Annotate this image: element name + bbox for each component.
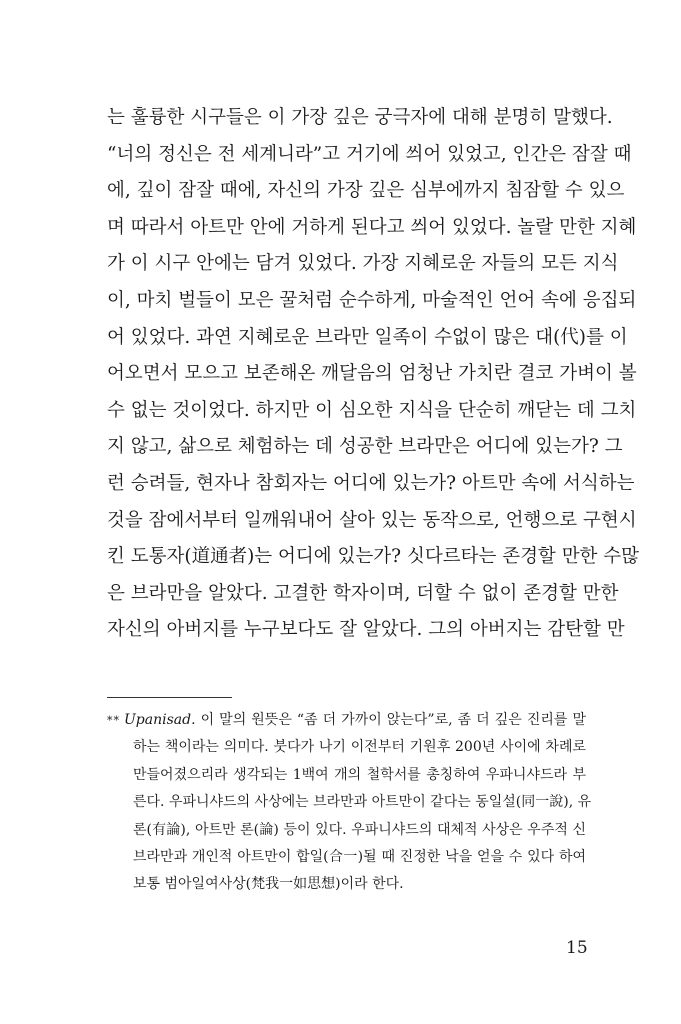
footnote-line: [107, 707, 586, 734]
body-line: 어오면서 모으고 보존해온 깨달음의 엄청난 가치란 결코 가벼이 볼: [107, 363, 637, 385]
body-text: [107, 100, 640, 649]
footnote-line: 론(有論), 아트만 론(論) 등이 있다. 우파니샤드의 대체적 사상은 우주적 신: [133, 821, 586, 838]
body-line: 수 없는 것이었다. 하지만 이 심오한 지식을 단순히 깨닫는 데 그치: [107, 399, 637, 421]
body-line: 지 않고, 삶으로 체험하는 데 성공한 브라만은 어디에 있는가? 그: [107, 436, 623, 458]
footnote-line: 보통 범아일여사상(梵我一如思想)이라 한다.: [133, 876, 404, 893]
body-line: “너의 정신은 전 세계니라”고 거기에 씌어 있었고, 인간은 잠잘 때: [107, 143, 632, 165]
footnote-line: 브라만과 개인적 아트만이 합일(合一)될 때 진정한 낙을 얻을 수 있다 하여: [133, 848, 586, 865]
body-line: 런 승려들, 현자나 참회자는 어디에 있는가? 아트만 속에 서식하는: [107, 472, 635, 494]
footnote-text: 이 말의 원뜻은 “좀 더 가까이 앉는다”로, 좀 더 깊은 진리를 말: [200, 712, 586, 728]
body-line: 에, 깊이 잠잘 때에, 자신의 가장 깊은 심부에까지 침잠할 수 있으: [107, 180, 625, 202]
footnote-line: 만들어졌으리라 생각되는 1백여 개의 철학서를 총칭하여 우파니샤드라 부: [133, 766, 586, 783]
footnote-divider: [107, 697, 232, 698]
body-line: 어 있었다. 과연 지혜로운 브라만 일족이 수없이 많은 대(代)를 이: [107, 326, 628, 348]
body-line: 이, 마치 벌들이 모은 꿀처럼 순수하게, 마술적인 언어 속에 응집되: [107, 289, 637, 311]
body-line: 자신의 아버지를 누구보다도 잘 알았다. 그의 아버지는 감탄할 만: [107, 619, 625, 641]
body-line: 며 따라서 아트만 안에 거하게 된다고 씌어 있었다. 놀랄 만한 지혜: [107, 216, 637, 238]
footnote-line: 른다. 우파니샤드의 사상에는 브라만과 아트만이 같다는 동일설(同一說), 유: [133, 794, 592, 811]
body-line: 킨 도통자(道通者)는 어디에 있는가? 싯다르타는 존경할 만한 수많: [107, 546, 640, 568]
body-line: 는 훌륭한 시구들은 이 가장 깊은 궁극자에 대해 분명히 말했다.: [107, 107, 613, 128]
body-line: 은 브라만을 알았다. 고결한 학자이며, 더할 수 없이 존경할 만한: [107, 582, 619, 604]
page-number: 15: [566, 938, 588, 958]
footnote-term: Upanisad.: [124, 712, 196, 728]
body-line: 가 이 시구 안에는 담겨 있었다. 가장 지혜로운 자들의 모든 지식: [107, 253, 619, 275]
footnote: [107, 707, 592, 899]
footnote-line: 하는 책이라는 의미다. 붓다가 나기 이전부터 기원후 200년 사이에 차례로: [133, 739, 586, 756]
body-line: 것을 잠에서부터 일깨워내어 살아 있는 동작으로, 언행으로 구현시: [107, 509, 637, 531]
footnote-marker: **: [107, 714, 120, 727]
